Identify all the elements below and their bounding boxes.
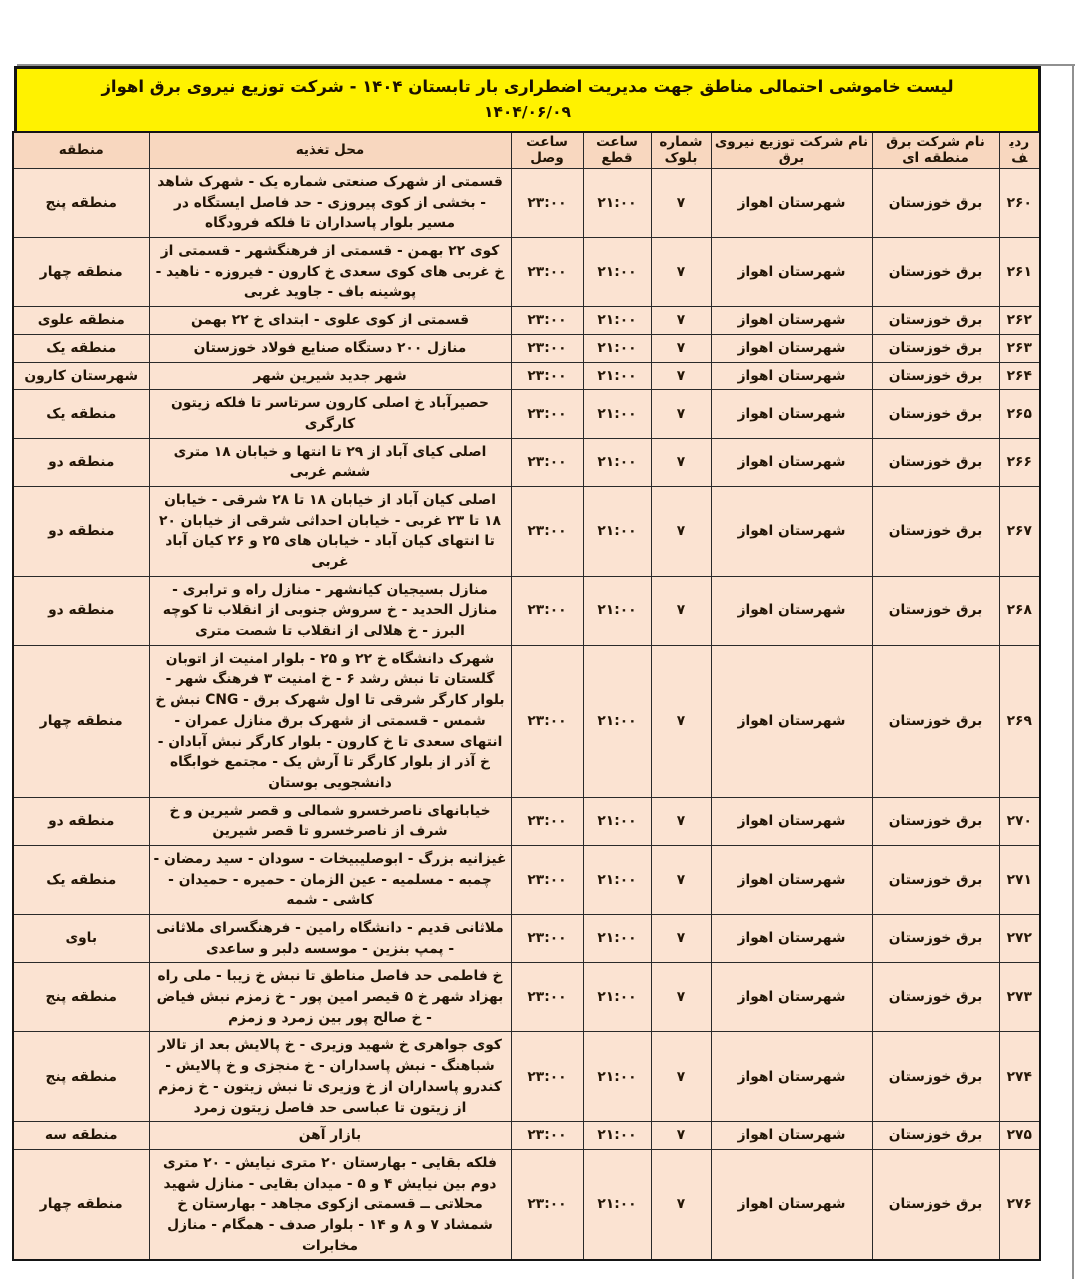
feed-location-cell: فلکه بقایی - بهارستان ۲۰ متری نیایش - ۲۰ متری دوم بین نیایش ۴ و ۵ - میدان بقایی - منازل شهید محلاتی ــ قسمتی ازکوی مجاهد - بهارستان خ شمشاد ۷ و ۸ و ۱۴ - بلوار صدف - همگام - منازل مخابرات: [149, 1149, 511, 1260]
reconnect-time-cell: ۲۳:۰۰: [511, 362, 583, 390]
reconnect-time-cell: ۲۳:۰۰: [511, 1149, 583, 1260]
distribution-company-cell: شهرستان اهواز: [711, 963, 872, 1032]
cut-time-cell: ۲۱:۰۰: [583, 645, 651, 797]
block-number-cell: ۷: [651, 915, 711, 963]
col-header-cut-time: ساعت قطع: [583, 132, 651, 169]
cut-time-cell: ۲۱:۰۰: [583, 1032, 651, 1122]
distribution-company-cell: شهرستان اهواز: [711, 334, 872, 362]
table-row: [13, 915, 1040, 963]
table-row: [13, 238, 1040, 307]
zone-cell: منطقه چهار: [13, 645, 149, 797]
row-number-cell: ۲۶۹: [999, 645, 1040, 797]
zone-cell: منطقه علوی: [13, 307, 149, 335]
row-number-cell: ۲۶۰: [999, 169, 1040, 238]
table-row: [13, 797, 1040, 845]
cut-time-cell: ۲۱:۰۰: [583, 576, 651, 645]
cut-time-cell: ۲۱:۰۰: [583, 963, 651, 1032]
distribution-company-cell: شهرستان اهواز: [711, 1032, 872, 1122]
regional-company-cell: برق خوزستان: [872, 645, 999, 797]
col-header-feed-location: محل تغذیه: [149, 132, 511, 169]
col-header-zone: منطقه: [13, 132, 149, 169]
block-number-cell: ۷: [651, 1122, 711, 1150]
zone-cell: منطقه دو: [13, 797, 149, 845]
reconnect-time-cell: ۲۳:۰۰: [511, 576, 583, 645]
row-number-cell: ۲۷۳: [999, 963, 1040, 1032]
page-boundary-vertical-line: [1072, 64, 1074, 1279]
zone-cell: منطقه یک: [13, 334, 149, 362]
col-header-reconnect-time: ساعت وصل: [511, 132, 583, 169]
block-number-cell: ۷: [651, 238, 711, 307]
col-header-row-number: ردیف: [999, 132, 1040, 169]
regional-company-cell: برق خوزستان: [872, 915, 999, 963]
distribution-company-cell: شهرستان اهواز: [711, 915, 872, 963]
cut-time-cell: ۲۱:۰۰: [583, 1149, 651, 1260]
feed-location-cell: غیزانیه بزرگ - ابوصلیبیخات - سودان - سید رمضان - چمبه - مسلمیه - عین الزمان - حمیره - حمیدان - کاشی - شمه: [149, 845, 511, 914]
reconnect-time-cell: ۲۳:۰۰: [511, 645, 583, 797]
reconnect-time-cell: ۲۳:۰۰: [511, 845, 583, 914]
reconnect-time-cell: ۲۳:۰۰: [511, 438, 583, 486]
cut-time-cell: ۲۱:۰۰: [583, 915, 651, 963]
cut-time-cell: ۲۱:۰۰: [583, 169, 651, 238]
col-header-block-number: شماره بلوک: [651, 132, 711, 169]
block-number-cell: ۷: [651, 307, 711, 335]
feed-location-cell: شهرک دانشگاه خ ۲۲ و ۲۵ - بلوار امنیت از اتوبان گلستان تا نبش رشد ۶ - خ امنیت ۳ فرهنگ شهر - بلوار کارگر شرقی تا اول شهرک برق - CNG نبش خ شمس - قسمتی از شهرک برق منازل عمران - انتهای سعدی تا خ کارون - بلوار کارگر نبش آبادان - خ آذر از بلوار کارگر تا آرش یک - مجتمع خوابگاه دانشجویی بوستان: [149, 645, 511, 797]
distribution-company-cell: شهرستان اهواز: [711, 390, 872, 438]
block-number-cell: ۷: [651, 334, 711, 362]
block-number-cell: ۷: [651, 963, 711, 1032]
regional-company-cell: برق خوزستان: [872, 963, 999, 1032]
block-number-cell: ۷: [651, 576, 711, 645]
col-header-distribution-company: نام شرکت توزیع نیروی برق: [711, 132, 872, 169]
regional-company-cell: برق خوزستان: [872, 576, 999, 645]
distribution-company-cell: شهرستان اهواز: [711, 645, 872, 797]
table-row: [13, 963, 1040, 1032]
block-number-cell: ۷: [651, 645, 711, 797]
outage-table: [12, 131, 1041, 1261]
table-row: [13, 334, 1040, 362]
reconnect-time-cell: ۲۳:۰۰: [511, 1032, 583, 1122]
block-number-cell: ۷: [651, 1032, 711, 1122]
feed-location-cell: خ فاطمی حد فاصل مناطق تا نبش خ زیبا - ملی راه بهزاد شهر خ ۵ قیصر امین پور - خ زمزم نبش فیاض - خ صالح پور بین زمرد و زمزم: [149, 963, 511, 1032]
reconnect-time-cell: ۲۳:۰۰: [511, 238, 583, 307]
feed-location-cell: قسمتی از کوی علوی - ابتدای خ ۲۲ بهمن: [149, 307, 511, 335]
row-number-cell: ۲۶۴: [999, 362, 1040, 390]
zone-cell: منطقه یک: [13, 845, 149, 914]
zone-cell: منطقه دو: [13, 438, 149, 486]
cut-time-cell: ۲۱:۰۰: [583, 307, 651, 335]
zone-cell: منطقه دو: [13, 576, 149, 645]
row-number-cell: ۲۶۲: [999, 307, 1040, 335]
row-number-cell: ۲۷۵: [999, 1122, 1040, 1150]
regional-company-cell: برق خوزستان: [872, 797, 999, 845]
regional-company-cell: برق خوزستان: [872, 390, 999, 438]
feed-location-cell: اصلی کیای آباد از ۲۹ تا انتها و خیابان ۱۸ متری ششم غربی: [149, 438, 511, 486]
table-row: [13, 390, 1040, 438]
table-row: [13, 1122, 1040, 1150]
block-number-cell: ۷: [651, 797, 711, 845]
cut-time-cell: ۲۱:۰۰: [583, 797, 651, 845]
block-number-cell: ۷: [651, 845, 711, 914]
distribution-company-cell: شهرستان اهواز: [711, 845, 872, 914]
regional-company-cell: برق خوزستان: [872, 362, 999, 390]
table-row: [13, 1032, 1040, 1122]
reconnect-time-cell: ۲۳:۰۰: [511, 307, 583, 335]
feed-location-cell: ملاثانی قدیم - دانشگاه رامین - فرهنگسرای ملاثانی - پمپ بنزین - موسسه دلبر و ساعدی: [149, 915, 511, 963]
row-number-cell: ۲۶۵: [999, 390, 1040, 438]
reconnect-time-cell: ۲۳:۰۰: [511, 390, 583, 438]
zone-cell: منطقه پنج: [13, 963, 149, 1032]
table-row: [13, 645, 1040, 797]
zone-cell: منطقه چهار: [13, 1149, 149, 1260]
cut-time-cell: ۲۱:۰۰: [583, 438, 651, 486]
distribution-company-cell: شهرستان اهواز: [711, 362, 872, 390]
zone-cell: منطقه چهار: [13, 238, 149, 307]
regional-company-cell: برق خوزستان: [872, 1149, 999, 1260]
feed-location-cell: بازار آهن: [149, 1122, 511, 1150]
zone-cell: منطقه یک: [13, 390, 149, 438]
zone-cell: باوی: [13, 915, 149, 963]
table-row: [13, 845, 1040, 914]
feed-location-cell: قسمتی از شهرک صنعتی شماره یک - شهرک شاهد - بخشی از کوی پیروزی - حد فاصل ایستگاه در مسیر بلوار پاسداران تا فلکه فرودگاه: [149, 169, 511, 238]
title-banner: [14, 66, 1041, 133]
cut-time-cell: ۲۱:۰۰: [583, 362, 651, 390]
table-row: [13, 486, 1040, 576]
block-number-cell: ۷: [651, 1149, 711, 1260]
table-row: [13, 362, 1040, 390]
zone-cell: شهرستان کارون: [13, 362, 149, 390]
page-title: لیست خاموشی احتمالی مناطق جهت مدیریت اضطراری بار تابستان ۱۴۰۴ - شرکت توزیع نیروی برق اهواز: [101, 76, 954, 96]
col-header-regional-company: نام شرکت برق منطقه ای: [872, 132, 999, 169]
feed-location-cell: منازل ۲۰۰ دستگاه صنایع فولاد خوزستان: [149, 334, 511, 362]
table-row: [13, 1149, 1040, 1260]
feed-location-cell: خیابانهای ناصرخسرو شمالی و قصر شیرین و خ شرف از ناصرخسرو تا قصر شیرین: [149, 797, 511, 845]
feed-location-cell: منازل بسیجیان کیانشهر - منازل راه و ترابری - منازل الحدید - خ سروش جنوبی از انقلاب تا کوچه البرز - خ هلالی از انقلاب تا شصت متری: [149, 576, 511, 645]
distribution-company-cell: شهرستان اهواز: [711, 307, 872, 335]
table-row: [13, 169, 1040, 238]
row-number-cell: ۲۶۸: [999, 576, 1040, 645]
distribution-company-cell: شهرستان اهواز: [711, 169, 872, 238]
block-number-cell: ۷: [651, 486, 711, 576]
regional-company-cell: برق خوزستان: [872, 1032, 999, 1122]
cut-time-cell: ۲۱:۰۰: [583, 1122, 651, 1150]
feed-location-cell: شهر جدید شیرین شهر: [149, 362, 511, 390]
regional-company-cell: برق خوزستان: [872, 238, 999, 307]
block-number-cell: ۷: [651, 169, 711, 238]
block-number-cell: ۷: [651, 438, 711, 486]
distribution-company-cell: شهرستان اهواز: [711, 1149, 872, 1260]
report-date: ۱۴۰۴/۰۶/۰۹: [484, 103, 572, 122]
cut-time-cell: ۲۱:۰۰: [583, 390, 651, 438]
row-number-cell: ۲۷۱: [999, 845, 1040, 914]
zone-cell: منطقه دو: [13, 486, 149, 576]
feed-location-cell: حصیرآباد خ اصلی کارون سرتاسر تا فلکه زیتون کارگری: [149, 390, 511, 438]
cut-time-cell: ۲۱:۰۰: [583, 486, 651, 576]
distribution-company-cell: شهرستان اهواز: [711, 576, 872, 645]
table-header-row: [13, 132, 1040, 169]
cut-time-cell: ۲۱:۰۰: [583, 334, 651, 362]
reconnect-time-cell: ۲۳:۰۰: [511, 334, 583, 362]
regional-company-cell: برق خوزستان: [872, 845, 999, 914]
regional-company-cell: برق خوزستان: [872, 334, 999, 362]
regional-company-cell: برق خوزستان: [872, 1122, 999, 1150]
feed-location-cell: کوی جواهری خ شهید وزیری - خ پالایش بعد از تالار شباهنگ - نبش پاسداران - خ منجزی و خ پالایش - کندرو پاسداران از خ وزیری تا نبش زیتون - خ زمزم از زیتون تا عباسی حد فاصل زیتون زمرد: [149, 1032, 511, 1122]
block-number-cell: ۷: [651, 390, 711, 438]
table-row: [13, 576, 1040, 645]
row-number-cell: ۲۷۴: [999, 1032, 1040, 1122]
feed-location-cell: کوی ۲۲ بهمن - قسمتی از فرهنگشهر - قسمتی از خ غربی های کوی سعدی خ کارون - فیروزه - ناهید - پوشینه باف - جاوید غربی: [149, 238, 511, 307]
reconnect-time-cell: ۲۳:۰۰: [511, 169, 583, 238]
reconnect-time-cell: ۲۳:۰۰: [511, 486, 583, 576]
reconnect-time-cell: ۲۳:۰۰: [511, 963, 583, 1032]
feed-location-cell: اصلی کیان آباد از خیابان ۱۸ تا ۲۸ شرقی - خیابان ۱۸ تا ۲۳ غربی - خیابان احداثی شرقی از خیابان ۲۰ تا انتهای کیان آباد - خیابان های ۲۵ و ۲۶ کیان آباد غربی: [149, 486, 511, 576]
reconnect-time-cell: ۲۳:۰۰: [511, 797, 583, 845]
distribution-company-cell: شهرستان اهواز: [711, 438, 872, 486]
cut-time-cell: ۲۱:۰۰: [583, 238, 651, 307]
cut-time-cell: ۲۱:۰۰: [583, 845, 651, 914]
row-number-cell: ۲۶۷: [999, 486, 1040, 576]
regional-company-cell: برق خوزستان: [872, 169, 999, 238]
row-number-cell: ۲۶۶: [999, 438, 1040, 486]
zone-cell: منطقه پنج: [13, 169, 149, 238]
distribution-company-cell: شهرستان اهواز: [711, 238, 872, 307]
zone-cell: منطقه پنج: [13, 1032, 149, 1122]
zone-cell: منطقه سه: [13, 1122, 149, 1150]
outage-schedule-sheet: [14, 66, 1041, 1261]
row-number-cell: ۲۷۶: [999, 1149, 1040, 1260]
row-number-cell: ۲۷۰: [999, 797, 1040, 845]
row-number-cell: ۲۶۱: [999, 238, 1040, 307]
row-number-cell: ۲۷۲: [999, 915, 1040, 963]
distribution-company-cell: شهرستان اهواز: [711, 1122, 872, 1150]
regional-company-cell: برق خوزستان: [872, 307, 999, 335]
table-row: [13, 307, 1040, 335]
distribution-company-cell: شهرستان اهواز: [711, 797, 872, 845]
block-number-cell: ۷: [651, 362, 711, 390]
reconnect-time-cell: ۲۳:۰۰: [511, 1122, 583, 1150]
regional-company-cell: برق خوزستان: [872, 438, 999, 486]
distribution-company-cell: شهرستان اهواز: [711, 486, 872, 576]
regional-company-cell: برق خوزستان: [872, 486, 999, 576]
table-row: [13, 438, 1040, 486]
reconnect-time-cell: ۲۳:۰۰: [511, 915, 583, 963]
row-number-cell: ۲۶۳: [999, 334, 1040, 362]
